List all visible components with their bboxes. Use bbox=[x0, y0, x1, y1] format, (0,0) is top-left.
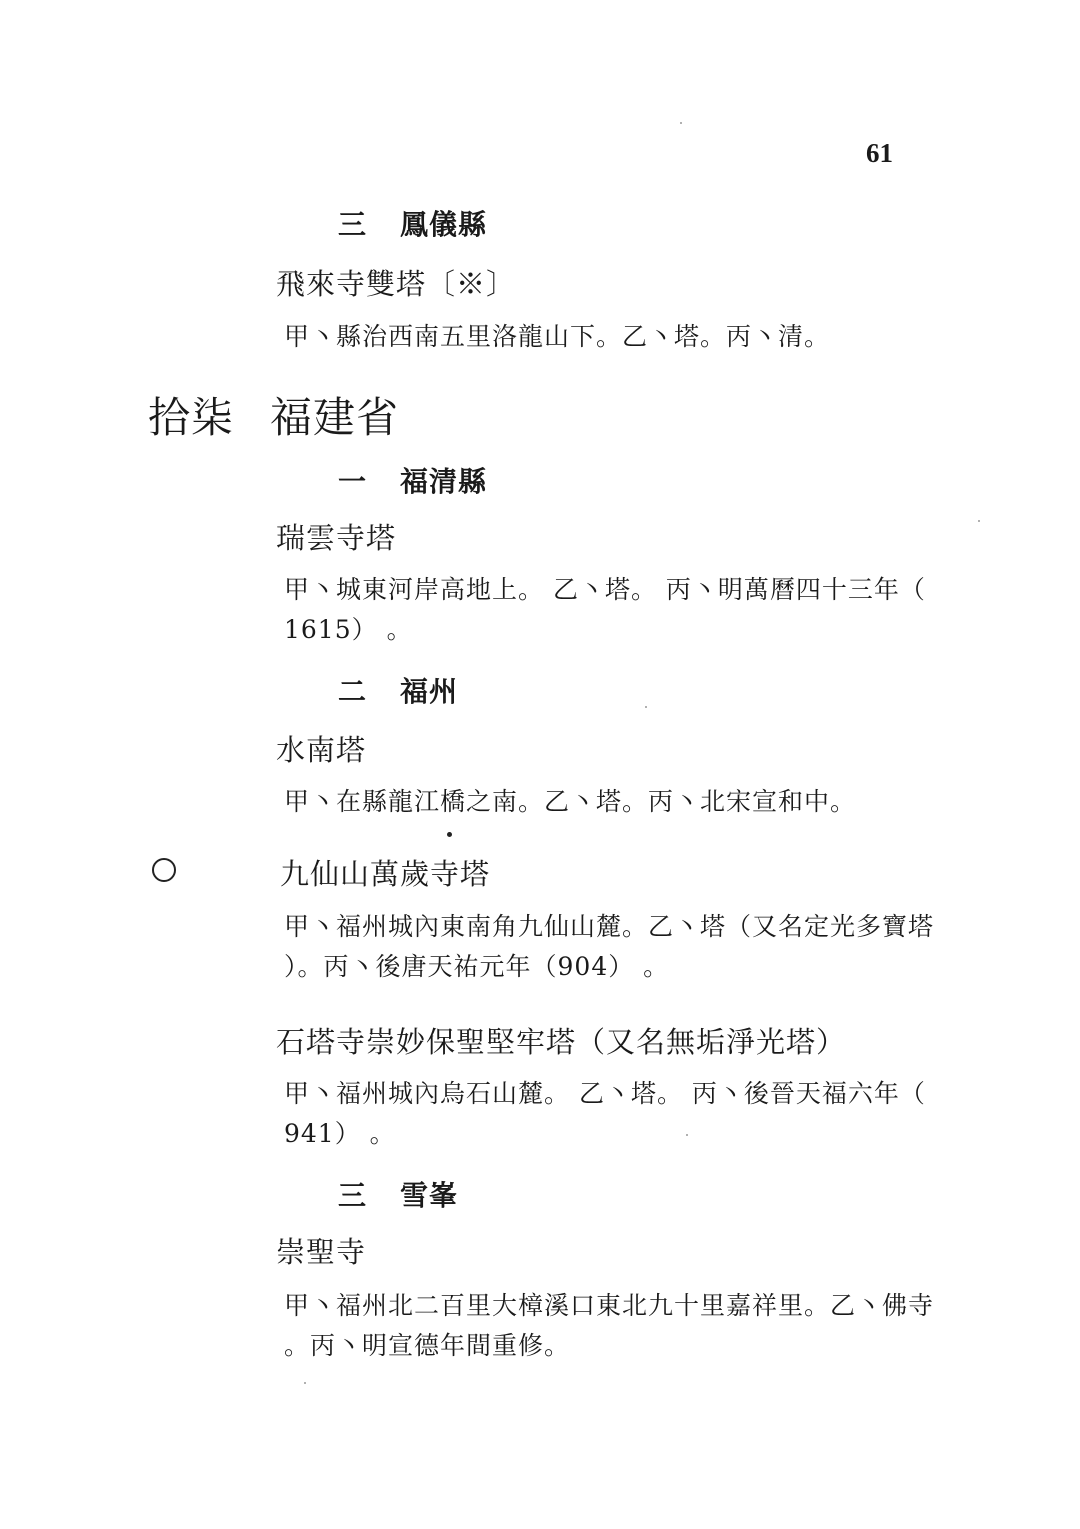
entry-description bbox=[284, 1074, 926, 1154]
entry-title: 水南塔 bbox=[276, 733, 367, 767]
entry-description bbox=[284, 1286, 934, 1366]
circle-marker-icon bbox=[152, 858, 176, 882]
entry-description bbox=[284, 317, 830, 357]
scan-speck bbox=[304, 1382, 306, 1384]
entry-description bbox=[284, 570, 926, 650]
section-number: 二 bbox=[338, 675, 368, 708]
description-line: 941） 。 bbox=[284, 1119, 396, 1148]
ink-dot bbox=[447, 832, 452, 837]
scan-speck bbox=[645, 706, 647, 708]
section-title: 福清縣 bbox=[400, 465, 488, 498]
entry-title: 飛來寺雙塔〔※〕 bbox=[276, 267, 517, 301]
chapter-title: 福建省 bbox=[270, 393, 400, 442]
entry-title: 石塔寺崇妙保聖堅牢塔（又名無垢淨光塔） bbox=[276, 1025, 847, 1059]
description-line: 甲丶福州城內東南角九仙山麓。乙丶塔（又名定光多寶塔 bbox=[284, 912, 935, 941]
description-line: 甲丶福州北二百里大樟溪口東北九十里嘉祥里。乙丶佛寺 bbox=[284, 1291, 935, 1320]
entry-description bbox=[284, 782, 856, 822]
entry-title: 崇聖寺 bbox=[276, 1235, 367, 1269]
description-line: 甲丶縣治西南五里洛龍山下。乙丶塔。丙丶清。 bbox=[284, 322, 831, 351]
scan-speck bbox=[680, 122, 682, 124]
description-line: 甲丶城東河岸高地上。 乙丶塔。 丙丶明萬曆四十三年（ bbox=[284, 575, 926, 604]
entry-description bbox=[284, 907, 934, 987]
entry-title: 瑞雲寺塔 bbox=[276, 521, 397, 555]
section-heading bbox=[338, 203, 487, 243]
scan-speck bbox=[686, 1134, 688, 1136]
page-number: 61 bbox=[866, 138, 893, 168]
section-title: 雪峯 bbox=[400, 1179, 459, 1212]
section-number: 一 bbox=[338, 465, 368, 498]
scan-speck bbox=[978, 520, 980, 522]
chapter-number: 拾柒 bbox=[148, 393, 235, 442]
section-title: 鳳儀縣 bbox=[400, 208, 488, 241]
description-line: 甲丶在縣龍江橋之南。乙丶塔。丙丶北宋宣和中。 bbox=[284, 787, 857, 816]
section-number: 三 bbox=[338, 208, 368, 241]
description-line: 1615） 。 bbox=[284, 615, 413, 644]
description-line: 。丙丶明宣德年間重修。 bbox=[284, 1331, 571, 1360]
description-line: 甲丶福州城內烏石山麓。 乙丶塔。 丙丶後晉天福六年（ bbox=[284, 1079, 926, 1108]
chapter-heading bbox=[148, 385, 399, 445]
section-number: 三 bbox=[338, 1179, 368, 1212]
section-heading bbox=[338, 1174, 458, 1214]
section-heading bbox=[338, 460, 487, 500]
section-title: 福州 bbox=[400, 675, 459, 708]
section-heading bbox=[338, 670, 458, 710]
description-line: ）。丙丶後唐天祐元年（904） 。 bbox=[284, 952, 670, 981]
entry-title: 九仙山萬歲寺塔 bbox=[280, 857, 491, 891]
